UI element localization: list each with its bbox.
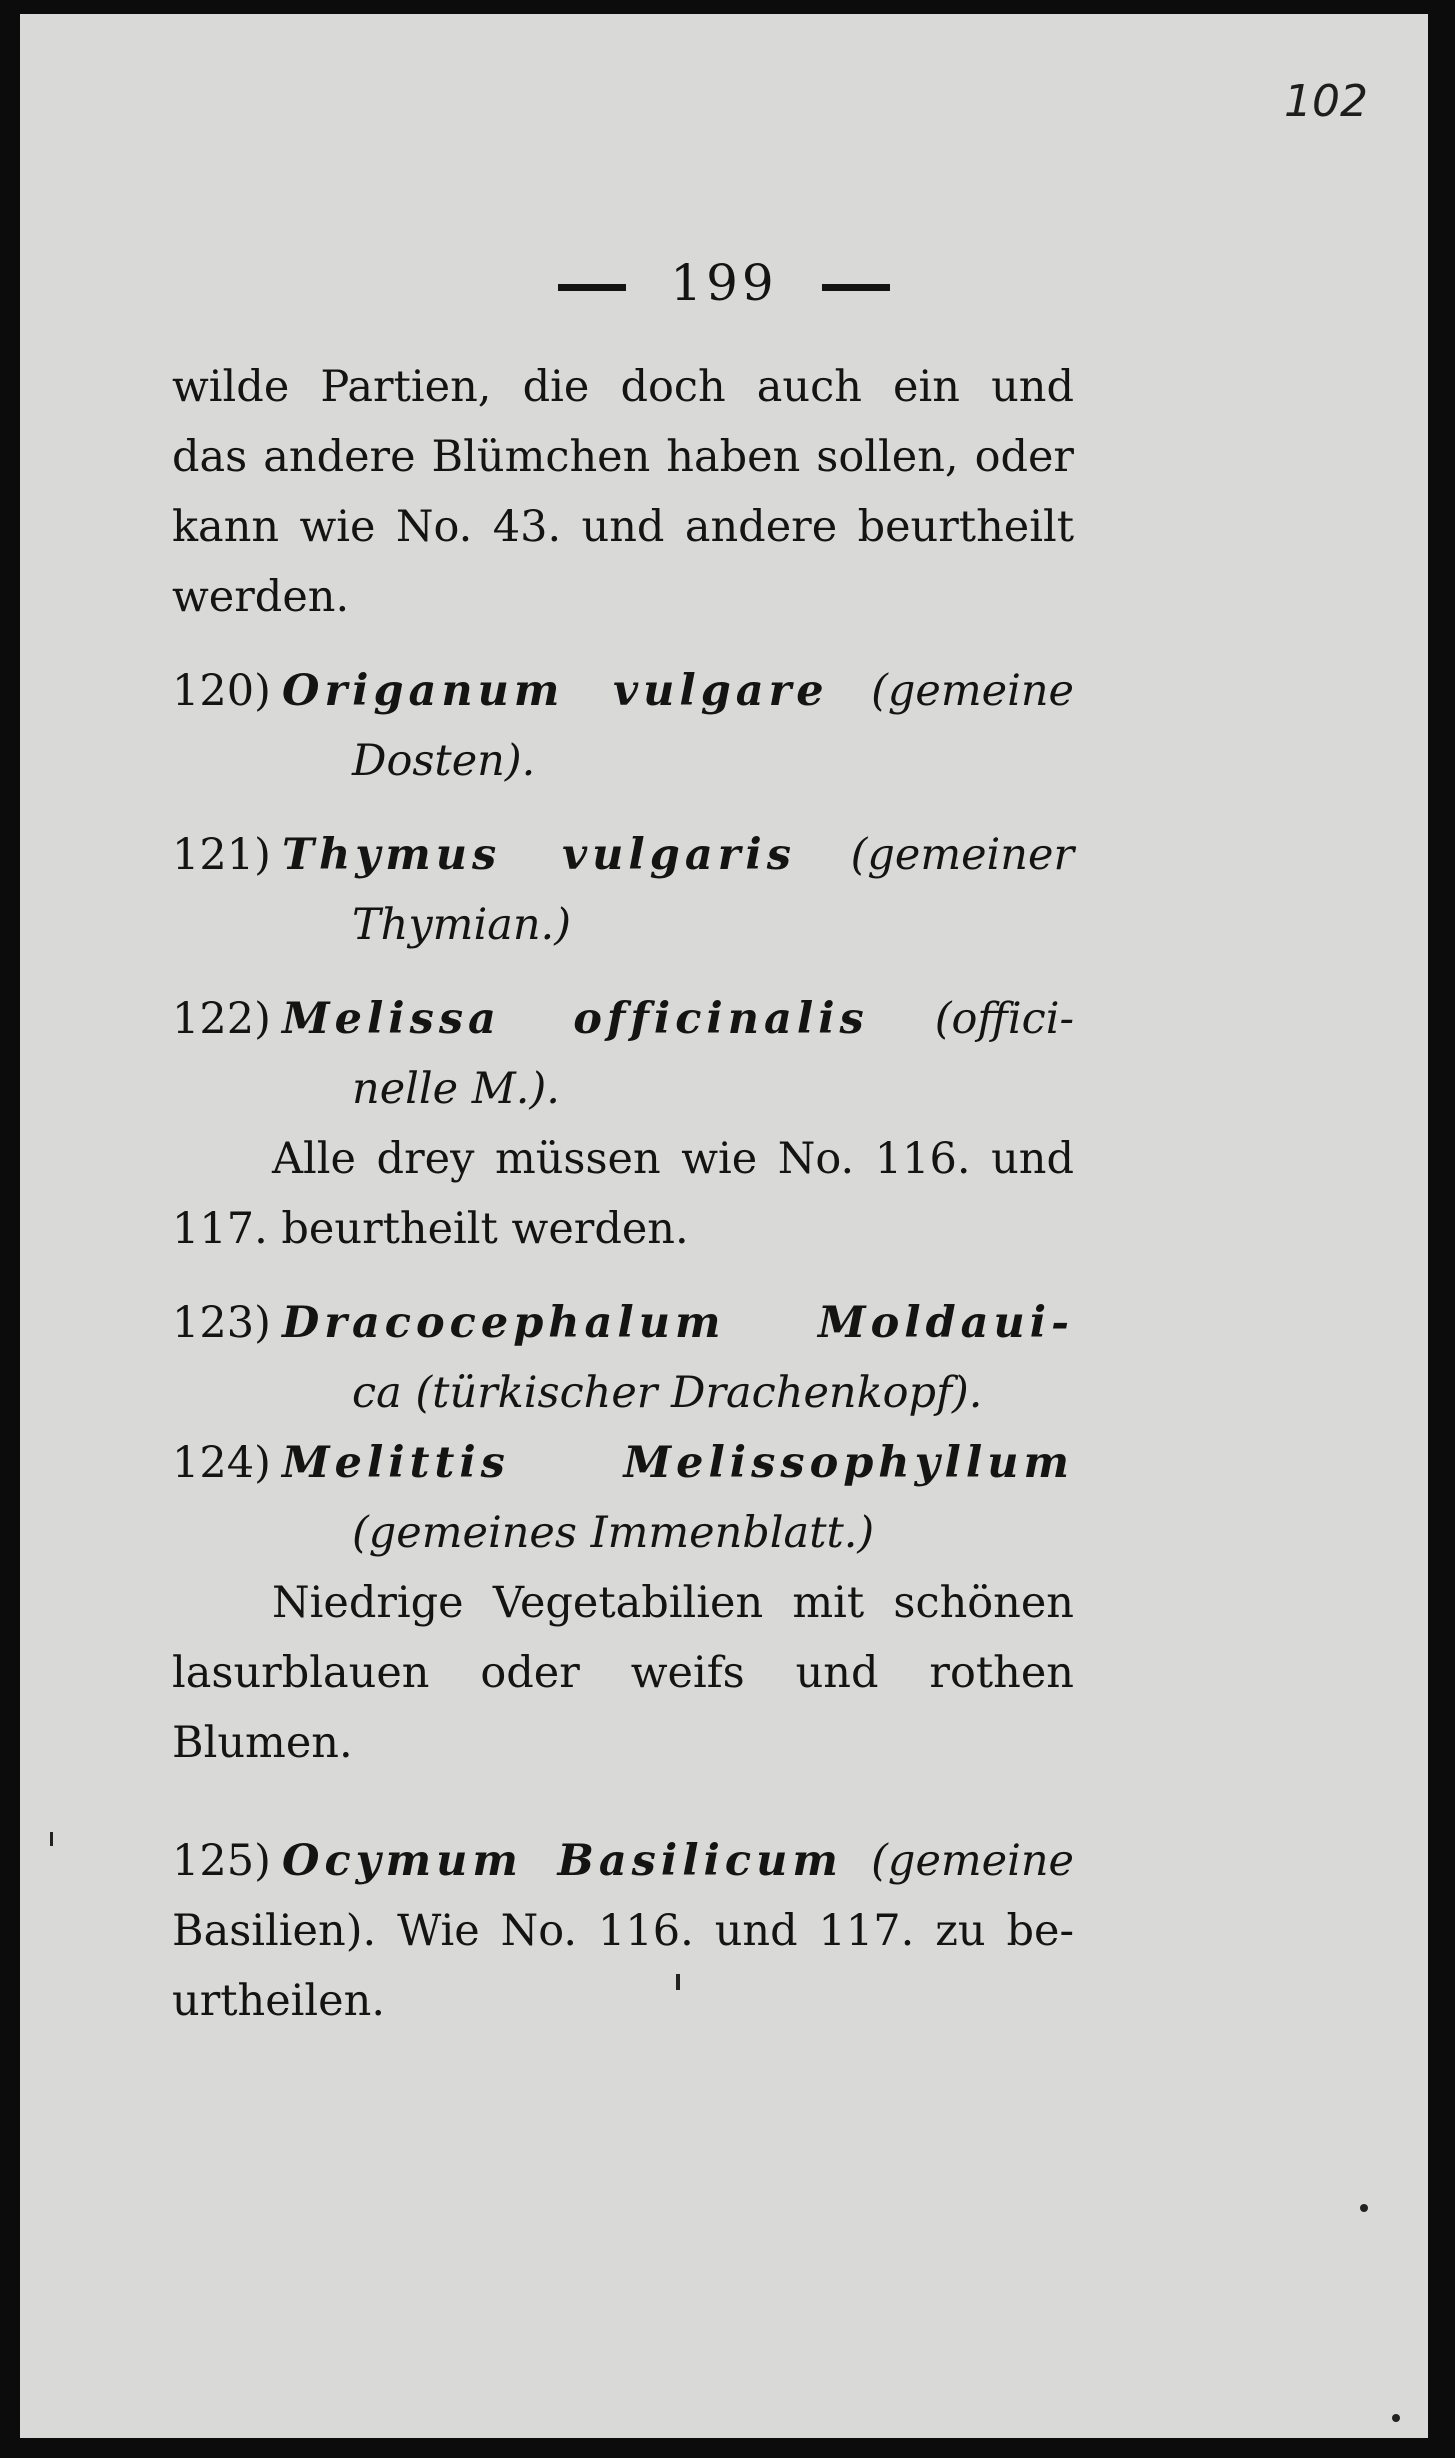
vernacular-name: (gemeiner	[850, 830, 1074, 880]
note-line: Niedrige Vegetabilien mit schönen	[272, 1578, 1074, 1628]
entry-number: 122)	[172, 994, 271, 1044]
latin-name: Ocymum Basilicum	[282, 1836, 843, 1886]
note-line: Blumen.	[172, 1718, 353, 1768]
entry-124	[172, 1428, 1074, 1498]
entry-122	[172, 984, 1074, 1054]
entry-123-cont: ca (türkischer Drachenkopf).	[352, 1368, 983, 1418]
note-line: Alle drey müssen wie No. 116. und	[272, 1134, 1074, 1184]
entry-number: 124)	[172, 1438, 271, 1488]
entry-125	[172, 1826, 1074, 1896]
note-line: lasurblauen oder weifs und rothen	[172, 1648, 1074, 1698]
latin-name: Melittis Melissophyllum	[282, 1438, 1074, 1488]
entry-120	[172, 656, 1074, 726]
entry-121-cont: Thymian.)	[352, 900, 571, 950]
latin-name: Dracocephalum Moldaui-	[282, 1298, 1074, 1348]
text-line: das andere Blümchen haben sollen, oder	[172, 432, 1074, 482]
entry-number: 123)	[172, 1298, 271, 1348]
vernacular-name: (gemeine	[871, 666, 1074, 716]
body-text	[172, 352, 1074, 2036]
entry-125-end: urtheilen.	[172, 1976, 385, 2026]
latin-name: Thymus vulgaris	[282, 830, 796, 880]
vernacular-name: (gemeine	[871, 1836, 1075, 1886]
latin-name: Origanum vulgare	[282, 666, 829, 716]
page-number: 199	[670, 254, 778, 312]
vernacular-name: (offici-	[934, 994, 1075, 1044]
entry-122-cont: nelle M.).	[352, 1064, 560, 1114]
page-header	[20, 254, 1428, 312]
entry-123	[172, 1288, 1074, 1358]
header-dash-right	[822, 284, 890, 291]
entry-120-cont: Dosten).	[352, 736, 536, 786]
entry-number: 121)	[172, 830, 271, 880]
text-line: kann wie No. 43. und andere beurtheilt	[172, 502, 1074, 552]
header-dash-left	[558, 284, 626, 291]
entry-121	[172, 820, 1074, 890]
text-line: werden.	[172, 572, 350, 622]
text-line: wilde Partien, die doch auch ein und	[172, 362, 1074, 412]
latin-name: Melissa officinalis	[282, 994, 869, 1044]
entry-125-cont: Basilien). Wie No. 116. und 117. zu be-	[172, 1906, 1074, 1956]
entry-124-cont: (gemeines Immenblatt.)	[352, 1508, 875, 1558]
book-page	[20, 14, 1428, 2438]
entry-number: 125)	[172, 1836, 271, 1886]
folio-number: 102	[1284, 76, 1368, 127]
note-line: 117. beurtheilt werden.	[172, 1204, 689, 1254]
entry-number: 120)	[172, 666, 271, 716]
